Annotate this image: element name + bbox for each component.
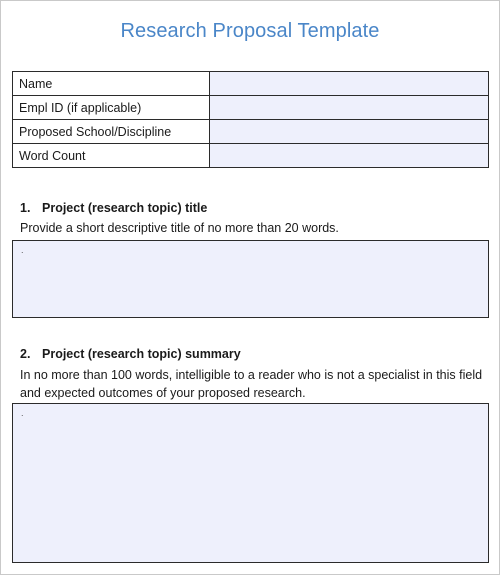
section-2-number: 2. [20, 347, 31, 361]
section-1-description: Provide a short descriptive title of no more than 20 words. [20, 221, 339, 235]
table-row [13, 144, 489, 168]
answer-placeholder-dot: . [21, 245, 24, 255]
name-field[interactable] [210, 72, 489, 96]
section-1-heading [20, 201, 207, 215]
word-count-label: Word Count [13, 144, 210, 168]
empl-id-label: Empl ID (if applicable) [13, 96, 210, 120]
section-2-description: In no more than 100 words, intelligible to a reader who is not a specialist in this field and expected outcomes of your proposed research. [20, 368, 483, 400]
table-row [13, 96, 489, 120]
applicant-info-table [12, 71, 489, 168]
project-summary-answer-box[interactable] [12, 403, 489, 563]
section-2-heading [20, 347, 241, 361]
empl-id-field[interactable] [210, 96, 489, 120]
project-title-answer-box[interactable] [12, 240, 489, 318]
document-title: Research Proposal Template [120, 20, 380, 42]
section-1-number: 1. [20, 201, 31, 215]
school-discipline-label: Proposed School/Discipline [13, 120, 210, 144]
answer-placeholder-dot: . [21, 408, 24, 418]
table-row [13, 72, 489, 96]
section-2-title: Project (research topic) summary [42, 347, 241, 361]
section-1-title: Project (research topic) title [42, 201, 208, 215]
table-row [13, 120, 489, 144]
name-label: Name [13, 72, 210, 96]
school-discipline-field[interactable] [210, 120, 489, 144]
word-count-field[interactable] [210, 144, 489, 168]
